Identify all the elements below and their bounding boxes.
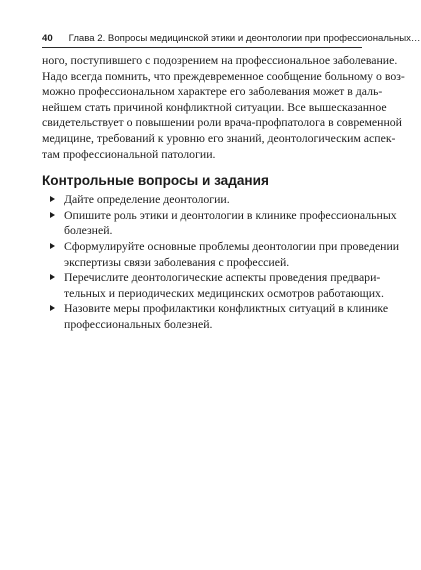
- triangle-bullet-icon: [50, 274, 55, 280]
- list-item-line: Дайте определение деонтологии.: [64, 192, 230, 207]
- list-item: [42, 192, 362, 208]
- triangle-bullet-icon: [50, 243, 55, 249]
- list-item-line: профессиональных болезней.: [64, 316, 213, 331]
- running-header: [42, 33, 421, 47]
- question-list: [42, 192, 400, 332]
- list-item-line: болезней.: [64, 223, 113, 238]
- list-item: [42, 238, 400, 270]
- section-heading: Контрольные вопросы и задания: [42, 173, 269, 189]
- triangle-bullet-icon: [50, 212, 55, 218]
- body-paragraph: [42, 53, 405, 162]
- triangle-bullet-icon: [50, 305, 55, 311]
- triangle-bullet-icon: [50, 196, 55, 202]
- paragraph-line: Надо всегда помнить, что преждевременное сообщение больному о воз-: [42, 68, 405, 83]
- paragraph-line: медицине, требований к уровню его знаний, деонтологическим аспек-: [42, 130, 396, 145]
- paragraph-line: нейшем стать причиной конфликтной ситуации. Все вышесказанное: [42, 99, 387, 114]
- list-item: [42, 207, 397, 239]
- page-number: 40: [42, 33, 53, 44]
- list-item-line: тельных и периодических медицинских осмотров работающих.: [64, 285, 384, 300]
- page-body: [42, 53, 405, 333]
- paragraph-line: можно профессиональном характере его заболевания может в даль-: [42, 84, 383, 99]
- list-item-line: Назовите меры профилактики конфликтных ситуаций в клинике: [64, 301, 389, 316]
- list-item-line: Перечислите деонтологические аспекты проведения предвари-: [64, 270, 381, 285]
- header-rule: [42, 47, 362, 48]
- running-title: Глава 2. Вопросы медицинской этики и деонтологии при профессиональных…: [68, 33, 421, 44]
- list-item-line: Сформулируйте основные проблемы деонтологии при проведении: [64, 238, 400, 253]
- list-item-line: экспертизы связи заболевания с профессией.: [64, 254, 290, 269]
- paragraph-line: ного, поступившего с подозрением на профессиональное заболевание.: [42, 53, 398, 67]
- list-item: [42, 301, 389, 332]
- list-item: [42, 270, 384, 301]
- paragraph-line: свидетельствует о повышении роли врача-профпатолога в современной: [42, 115, 402, 130]
- paragraph-line: там профессиональной патологии.: [42, 146, 216, 161]
- list-item-line: Опишите роль этики и деонтологии в клинике профессиональных: [64, 207, 397, 222]
